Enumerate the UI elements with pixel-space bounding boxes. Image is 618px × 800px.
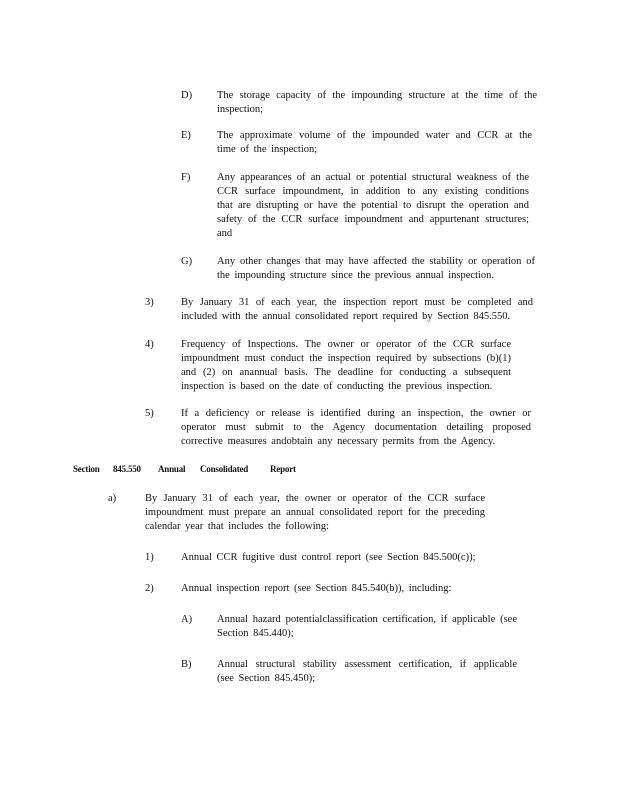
item-label: B) bbox=[181, 659, 192, 670]
item-text: Frequency of Inspections. The owner or operator of the CCR surface impoundment must conduct the inspection required by subsections (b)(1) and (2) on anannual basis. The deadline for conducting a subsequent inspection is based on the date of conducting the previous inspection. bbox=[181, 339, 511, 392]
item-label: E) bbox=[181, 130, 191, 141]
section-heading bbox=[0, 462, 618, 476]
item-label: 4) bbox=[145, 339, 154, 350]
item-text: Annual CCR fugitive dust control report (see Section 845.500(c)); bbox=[181, 552, 476, 563]
item-label: 2) bbox=[145, 583, 154, 594]
item-text: The approximate volume of the impounded water and CCR at the time of the inspection; bbox=[217, 130, 532, 155]
section-title-word: Consolidated bbox=[200, 464, 249, 474]
item-label: 1) bbox=[145, 552, 154, 563]
section-number: 845.550 bbox=[113, 464, 141, 474]
item-label: 3) bbox=[145, 297, 154, 308]
item-text: Any appearances of an actual or potential structural weakness of the CCR surface impoundment, in addition to any existing conditions that are disrupting or have the potential to disrupt the operation and safety of the CCR surface impoundment and appurtenant structures; and bbox=[217, 172, 529, 239]
item-text: The storage capacity of the impounding structure at the time of the inspection; bbox=[217, 90, 537, 115]
item-label: D) bbox=[181, 90, 193, 101]
item-label: A) bbox=[181, 614, 193, 625]
item-text: By January 31 of each year, the owner or operator of the CCR surface impoundment must prepare an annual consolidated report for the preceding calendar year that includes the following: bbox=[145, 493, 485, 532]
item-text: If a deficiency or release is identified during an inspection, the owner or operator must submit to the Agency documentation detailing proposed corrective measures andobtain any necessary permits from the Agency. bbox=[181, 408, 531, 447]
item-label: a) bbox=[108, 493, 117, 504]
section-title-word: Annual bbox=[158, 464, 186, 474]
item-text: Annual hazard potentialclassification certification, if applicable (see Section 845.440); bbox=[217, 614, 517, 639]
item-text: Any other changes that may have affected the stability or operation of the impounding structure since the previous annual inspection. bbox=[217, 256, 535, 281]
item-text: Annual inspection report (see Section 845.540(b)), including: bbox=[181, 583, 452, 594]
item-text: Annual structural stability assessment certification, if applicable (see Section 845.450); bbox=[217, 659, 517, 684]
item-label: F) bbox=[181, 172, 191, 183]
item-label: 5) bbox=[145, 408, 154, 419]
item-label: G) bbox=[181, 256, 193, 267]
section-title-word: Report bbox=[270, 464, 296, 474]
item-text: By January 31 of each year, the inspection report must be completed and included with the annual consolidated report required by Section 845.550. bbox=[181, 297, 533, 322]
section-label: Section bbox=[73, 464, 100, 474]
